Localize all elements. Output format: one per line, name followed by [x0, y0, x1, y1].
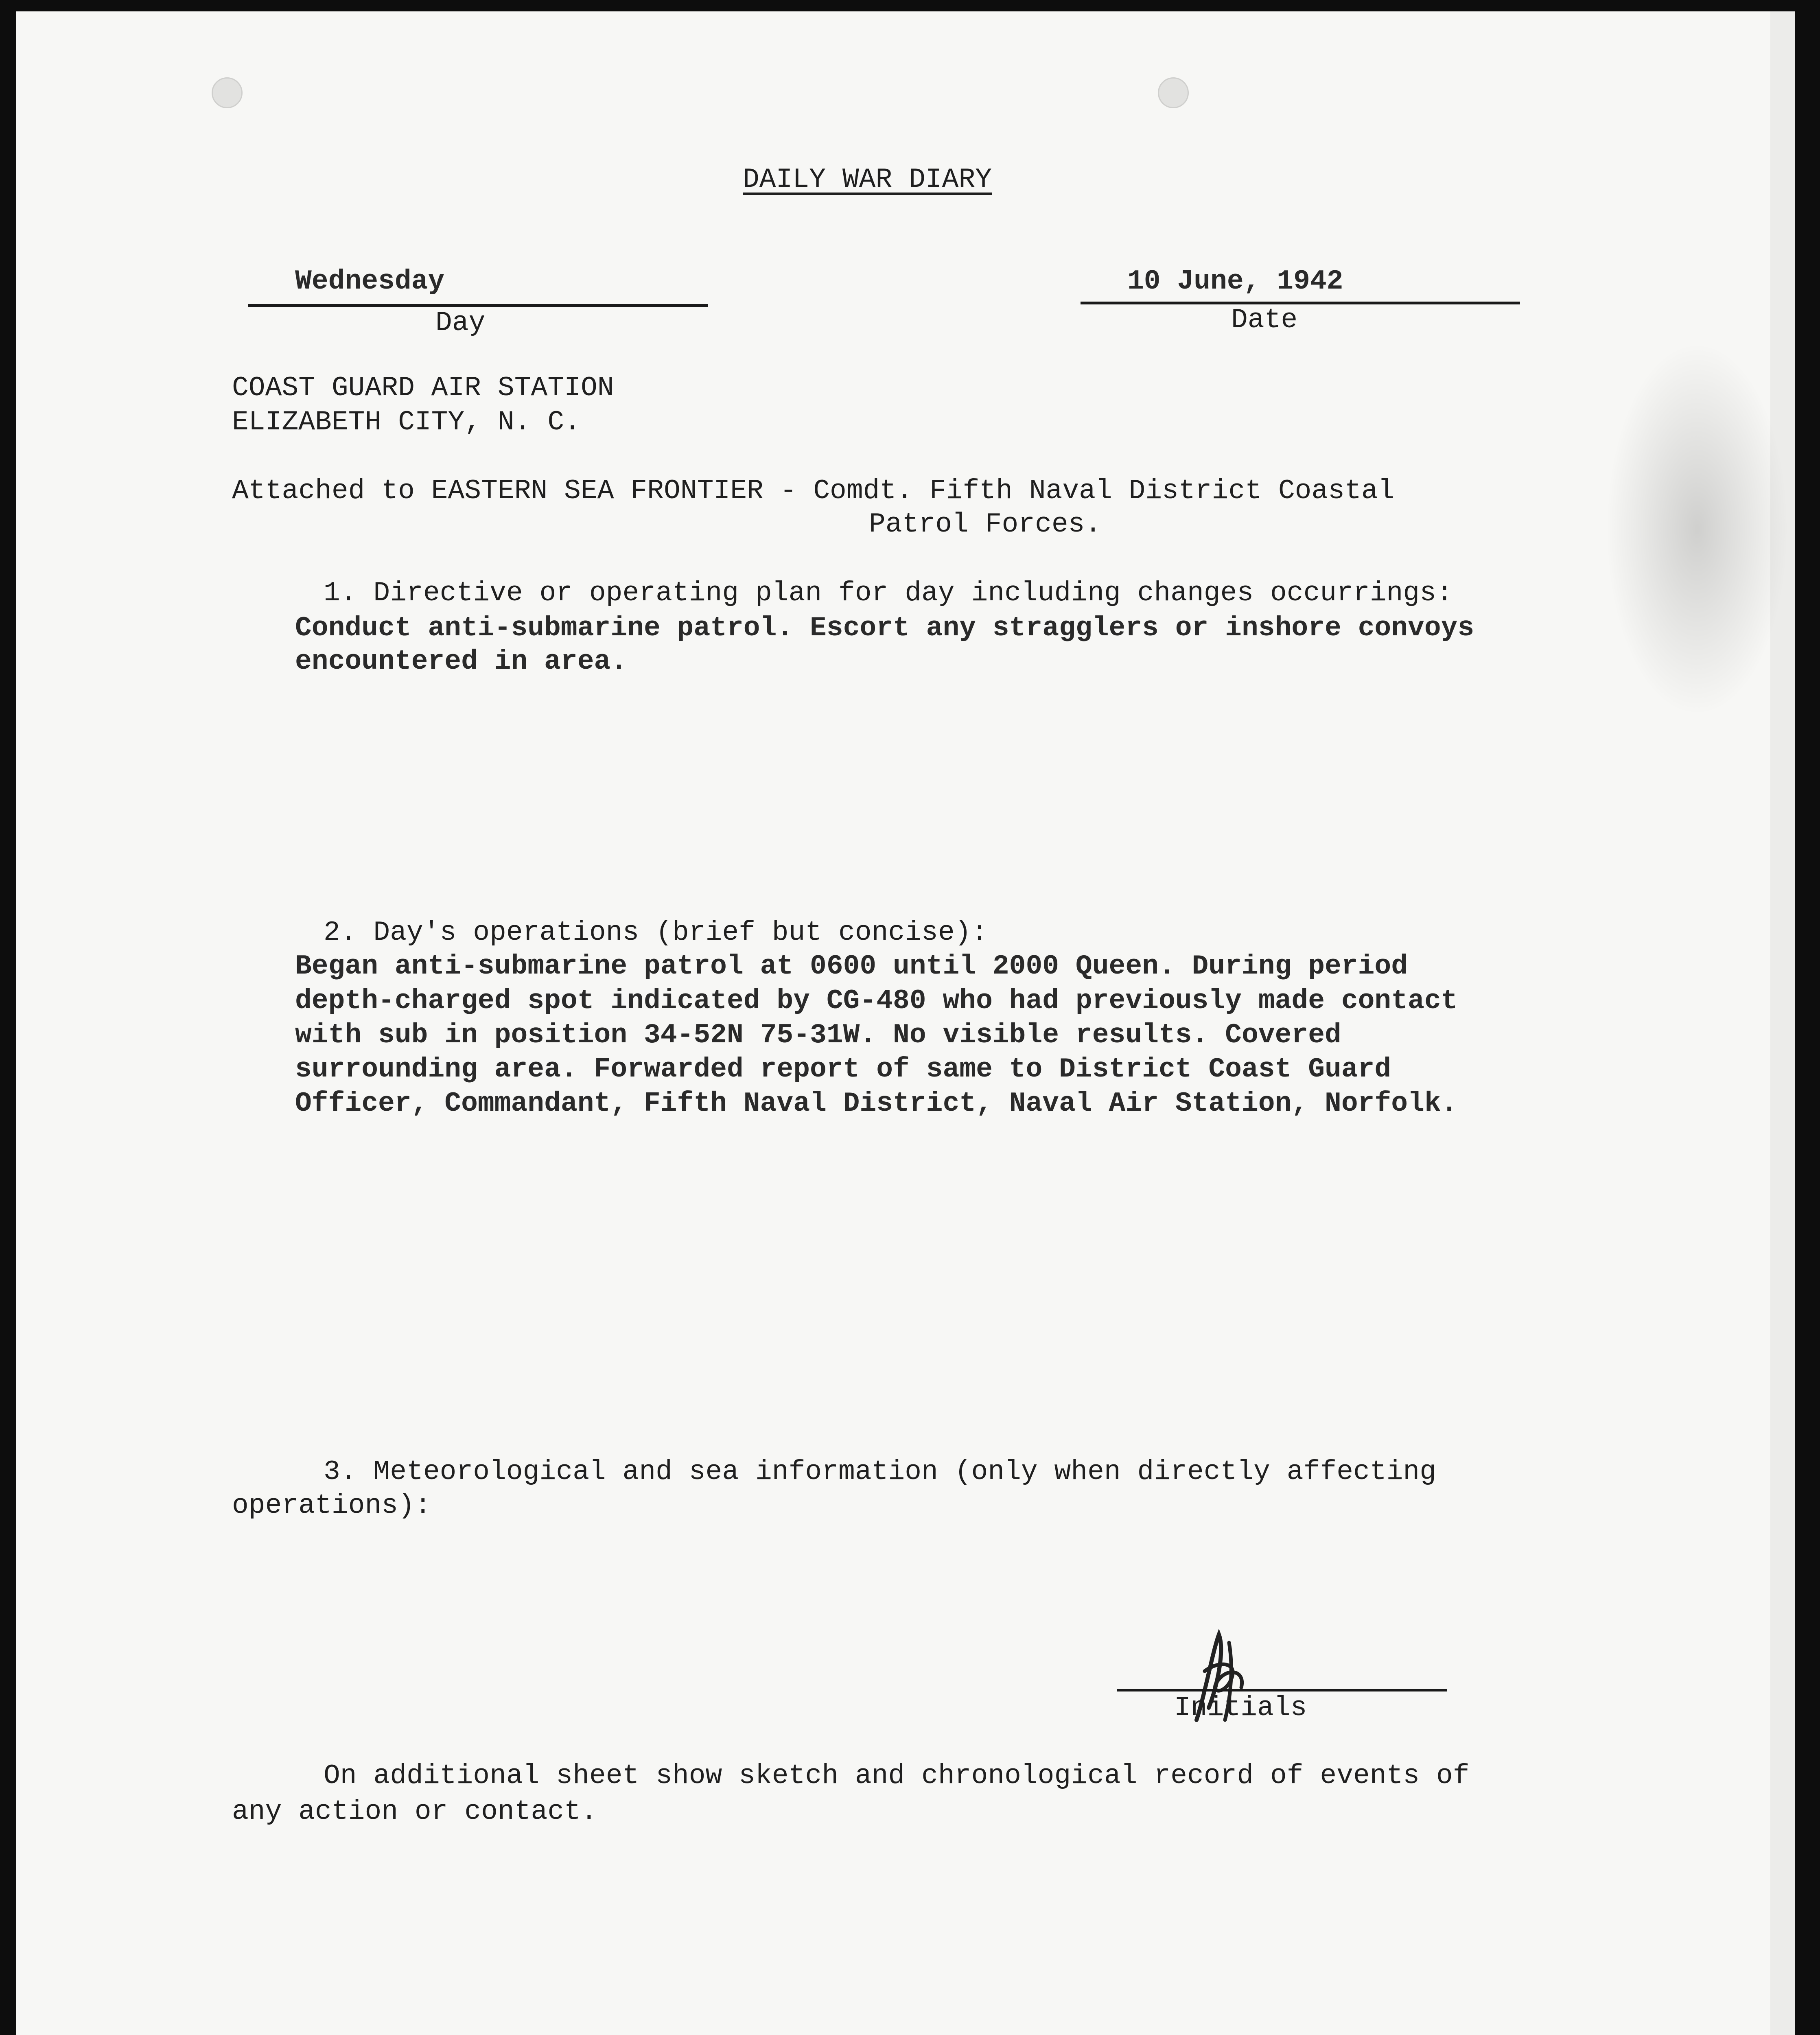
attached-line: Patrol Forces.	[869, 509, 1102, 540]
attached-line: Attached to EASTERN SEA FRONTIER - Comdt. Fifth Naval District Coastal	[232, 475, 1395, 507]
section-2-heading: 2. Day's operations (brief but concise):	[324, 917, 988, 948]
punch-hole	[212, 77, 243, 108]
section-2-line: with sub in position 34-52N 75-31W. No visible results. Covered	[295, 1020, 1341, 1051]
footer-note: On additional sheet show sketch and chronological record of events of	[324, 1760, 1470, 1792]
section-3-heading: 3. Meteorological and sea information (only when directly affecting	[324, 1456, 1437, 1488]
section-3-heading: operations):	[232, 1490, 431, 1521]
section-2-line: Officer, Commandant, Fifth Naval District, Naval Air Station, Norfolk.	[295, 1088, 1458, 1119]
date-underline	[1081, 302, 1520, 304]
date-value: 10 June, 1942	[1127, 266, 1343, 297]
section-2-line: Began anti-submarine patrol at 0600 until 2000 Queen. During period	[295, 951, 1408, 982]
section-2-line: surrounding area. Forwarded report of same to District Coast Guard	[295, 1054, 1391, 1085]
initials-label: Initials	[1174, 1692, 1307, 1724]
punch-hole	[1158, 77, 1189, 108]
date-label: Date	[1231, 304, 1298, 336]
station-line: COAST GUARD AIR STATION	[232, 372, 614, 404]
station-line: ELIZABETH CITY, N. C.	[232, 407, 581, 438]
section-1-heading: 1. Directive or operating plan for day including changes occurrings:	[324, 578, 1453, 609]
paper-smudge	[1608, 346, 1787, 712]
day-label: Day	[435, 307, 486, 339]
document-title: DAILY WAR DIARY	[743, 164, 992, 195]
section-1-line: Conduct anti-submarine patrol. Escort any stragglers or inshore convoys	[295, 613, 1474, 644]
page-edge	[1770, 11, 1795, 2035]
footer-note: any action or contact.	[232, 1796, 597, 1827]
section-1-line: encountered in area.	[295, 646, 628, 677]
day-value: Wednesday	[295, 266, 445, 297]
section-2-line: depth-charged spot indicated by CG-480 who had previously made contact	[295, 985, 1458, 1017]
